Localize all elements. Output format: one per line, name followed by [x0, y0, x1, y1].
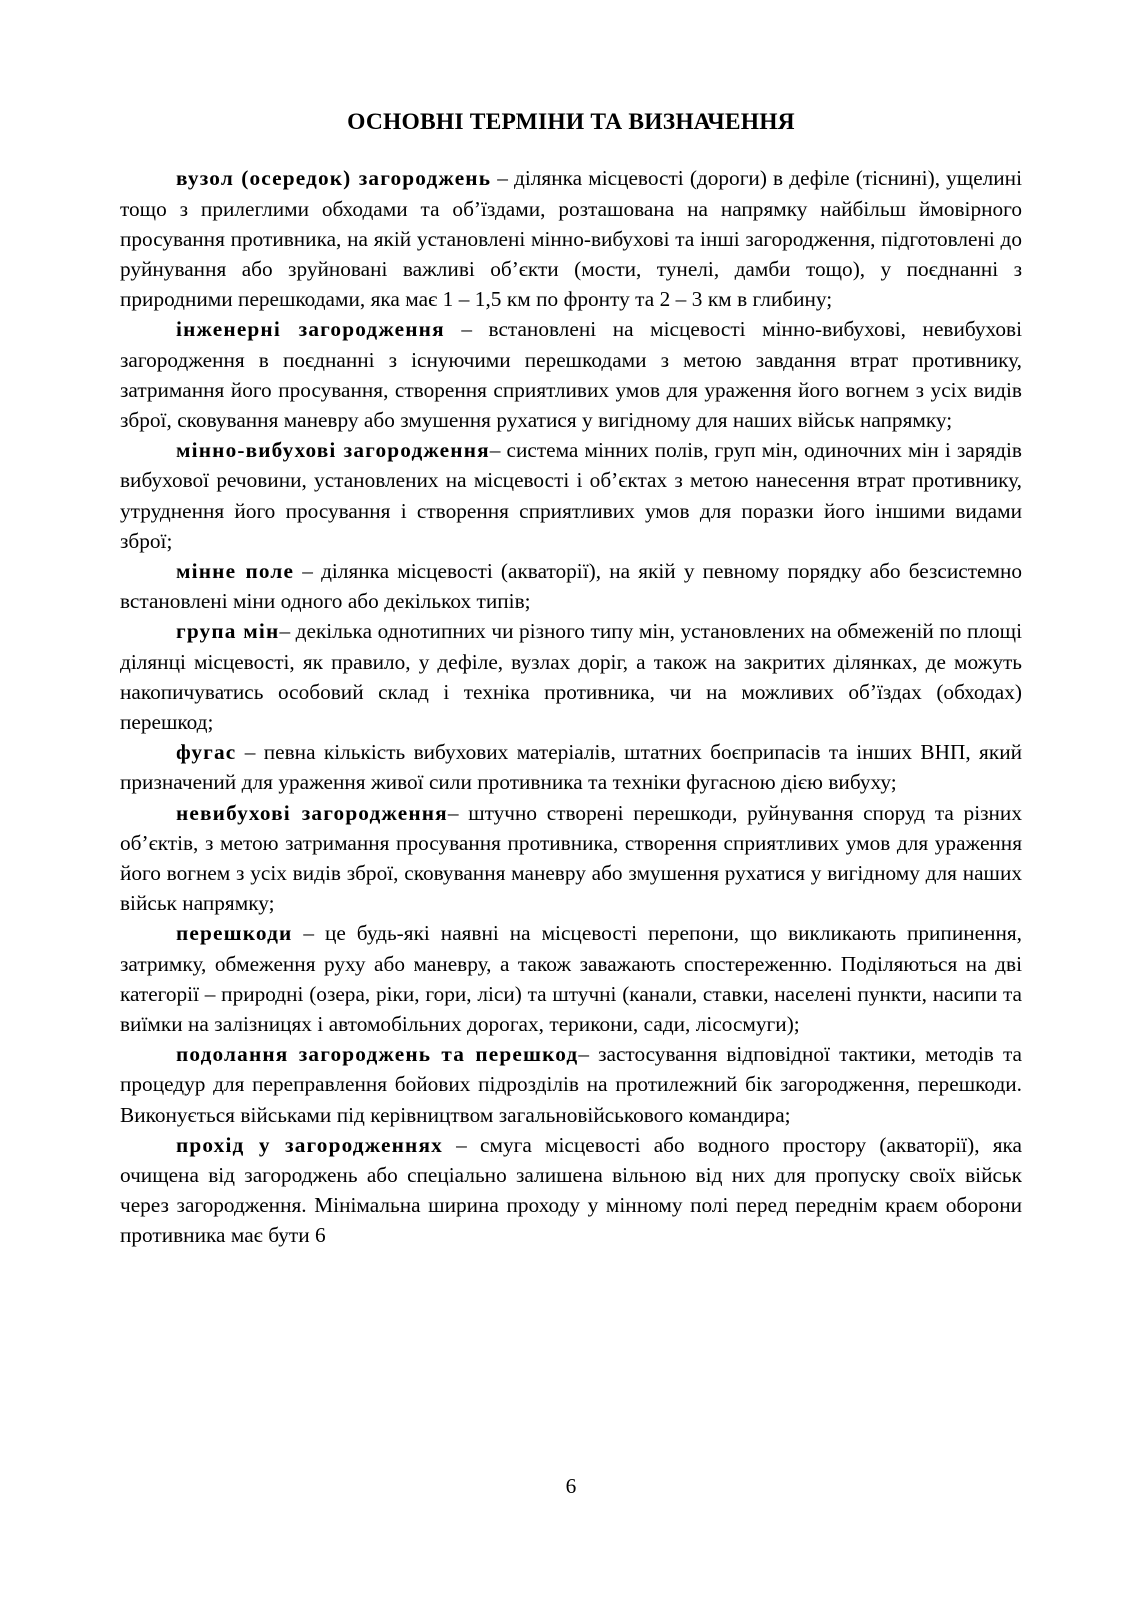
definition-body: – смуга місцевості або водного простору (акваторії), яка очищена від загороджень або спеціально залишена вільною від них для пропуску своїх військ через загородження. Мінімальна ширина проходу у мінному полі перед переднім краєм оборони противника має бути 6 — [120, 1132, 1023, 1248]
definition-term: інженерні загородження — [176, 317, 445, 342]
definition-body: – встановлені на місцевості мінно-вибухові, невибухові загородження в поєднанні з існуючими перешкодами з метою завдання втрат противнику, затримання його просування, створення сприятливих умов для ураження його вогнем з усіх видів зброї, сковування маневру або змушення рухатися у вигідному для наших військ напрямку; — [120, 317, 1022, 432]
definition-body: – штучно створені перешкоди, руйнування споруд та різних об’єктів, з метою затримання просування противника, створення сприятливих умов для ураження його вогнем з усіх видів зброї, сковування маневру або змушення рухатися у вигідному для наших військ напрямку; — [120, 800, 1022, 916]
page-content — [120, 108, 1022, 1251]
definition-body: – ділянка місцевості (акваторії), на якій у певному порядку або безсистемно встановлені міни одного або декількох типів; — [120, 559, 1022, 614]
definition-body: – застосування відповідної тактики, методів та процедур для переправлення бойових підрозділів на протилежний бік загородження, перешкоди. Виконується військами під керівництвом загальновійськового командира; — [120, 1042, 1022, 1127]
definition-paragraph — [120, 1130, 1022, 1251]
definition-body: – ділянка місцевості (дороги) в дефіле (тіснині), ущелині тощо з прилеглими обходами та об’їздами, розташована на напрямку найбільш ймовірного просування противника, на якій установлені мінно-вибухові та інші загородження, підготовлені до руйнування або зруйновані важливі об’єкти (мости, тунелі, дамби тощо), у поєднанні з природними перешкодами, яка має 1 – 1,5 км по фронту та 2 – 3 км в глибину; — [120, 166, 1022, 312]
definition-paragraph — [120, 314, 1022, 435]
definition-paragraph — [120, 435, 1022, 556]
page-number: 6 — [565, 1474, 577, 1498]
definition-paragraph — [120, 798, 1022, 919]
definition-term: перешкоди — [176, 921, 293, 946]
definition-paragraph — [120, 616, 1022, 737]
definition-term: невибухові загородження — [176, 800, 448, 825]
definition-term: вузол (осередок) загороджень — [176, 166, 492, 191]
page-title: ОСНОВНІ ТЕРМІНИ ТА ВИЗНАЧЕННЯ — [347, 109, 795, 135]
definition-term: подолання загороджень та перешкод — [176, 1042, 579, 1067]
definition-term: група мін — [176, 619, 280, 644]
definition-term: мінно-вибухові загородження — [176, 438, 490, 463]
definition-term: фугас — [176, 740, 237, 765]
definition-body: – це будь-які наявні на місцевості перепони, що викликають припинення, затримку, обмеження руху або маневру, а також заважають спостереженню. Поділяються на дві категорії – природні (озера, ріки, гори, ліси) та штучні (канали, ставки, населені пункти, насипи та виїмки на залізницях і автомобільних дорогах, терикони, сади, лісосмуги); — [120, 921, 1022, 1037]
definition-term: прохід у загородженнях — [176, 1132, 443, 1157]
definition-term: мінне поле — [176, 559, 295, 584]
definition-paragraph — [120, 1039, 1022, 1130]
definition-paragraph — [120, 737, 1022, 797]
definition-paragraph — [120, 918, 1022, 1039]
definition-body: – декілька однотипних чи різного типу мін, установлених на обмеженій по площі ділянці місцевості, як правило, у дефіле, вузлах доріг, а також на закритих ділянках, де можуть накопичуватись особовий склад і техніка противника, чи на можливих об’їздах (обходах) перешкод; — [120, 619, 1022, 735]
definition-body: – система мінних полів, груп мін, одиночних мін і зарядів вибухової речовини, установлених на місцевості і об’єктах з метою нанесення втрат противнику, утруднення його просування і створення сприятливих умов для поразки його іншими видами зброї; — [120, 438, 1022, 553]
definition-body: – певна кількість вибухових матеріалів, штатних боєприпасів та інших ВНП, який призначений для ураження живої сили противника та техніки фугасною дією вибуху; — [120, 740, 1022, 795]
definition-paragraph — [120, 556, 1022, 616]
definition-paragraph — [120, 163, 1022, 314]
